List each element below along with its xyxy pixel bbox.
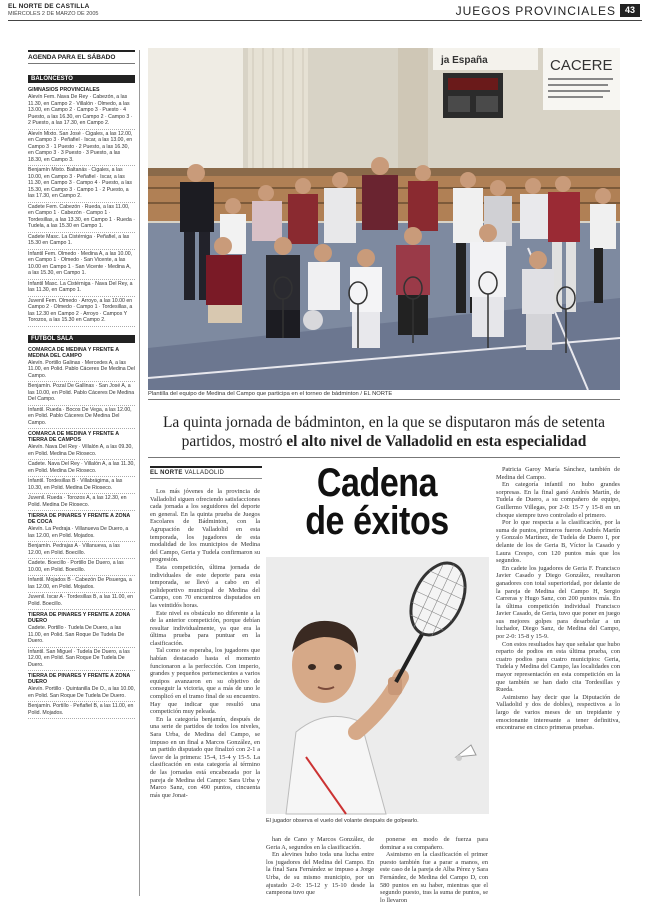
agenda-entry: Benjamín. Pedrajas A · Villanueva, a las 12.00, en Polid. Boecillo. (28, 542, 135, 559)
masthead (8, 3, 642, 21)
article-paragraph: Patricia Garoy María Sánchez, también de Medina del Campo. (496, 466, 620, 481)
article-paragraph: En categoría infantil no hubo grandes sorpresas. En la final ganó Andrés Martín, de Tudela de Duero, a su compañero de equipo, Guillermo Villegas, por 2-0: 15-7 y 15-8 en un choque siempre tuvo controlado el primero. (496, 481, 620, 519)
banner-right-text: CACERE (550, 57, 613, 74)
player-photo-illustration (266, 557, 489, 814)
banner-left-text: ja España (441, 55, 488, 66)
article-column-2 (266, 836, 374, 896)
group-heading: TIERRA DE PINARES Y FRENTE A ZONA DUERO (28, 673, 131, 685)
agenda-entry: Cadete. Nava Del Rey · Villalón A, a las 11.30, en Polid. Medina De Rioseco. (28, 460, 135, 477)
group-heading: TIERRA DE PINARES Y FRENTE A ZONA DUERO (28, 612, 131, 624)
team-photo-caption (148, 391, 620, 400)
byline-city: VALLADOLID (184, 470, 225, 476)
agenda-entry: Alevín. Nava Del Rey · Villalón A, a las 09.30, en Polid. Medina De Rioseco. (28, 443, 135, 460)
agenda-entry: Cadete Fem. Cabezón · Rueda, a las 11.00, en Campo 1 · Cabezón · Campo 1 · Tordesillas, a las 13.30, en Campo 1 · Rueda · Tudela, a las 15.30 en Campo 1. (28, 203, 135, 233)
agenda-entry: Alevín. La Pedraja · Villanueva De Duero, a las 12.00, en Polid. Mojados. (28, 525, 135, 542)
article-column-4 (496, 466, 620, 896)
agenda-entry: Benjamín. Portillo · Peñafiel B, a las 11.00, en Polid. Mojados. (28, 702, 135, 719)
newspaper-name: EL NORTE DE CASTILLA (8, 3, 90, 10)
agenda-entry: Infantil Masc. La Cistérniga · Nava Del Rey, a las 11.30, en Campo 1. (28, 280, 135, 297)
player-photo (266, 557, 489, 814)
article-paragraph: Por lo que respecta a la clasificación, por la suma de puntos, primeros fueron Andrés Martín y Gonzalo Martínez, de Tudela de Duero I, por delante de los de Geria B, Víctor la Casado y Laura Crespo, con 120 puntos más que los segundos. (496, 519, 620, 565)
divider (148, 457, 620, 458)
article-column-3 (380, 836, 488, 904)
section-title: JUEGOS PROVINCIALES (455, 4, 616, 18)
sport-heading: BALONCESTO (28, 75, 135, 83)
article-paragraph: Este nivel es obstáculo no diferente a la de la anterior competición, porque debían resultar individualmente, ya que era la última prueba para puntuar en la clasificación. (150, 609, 260, 647)
article-paragraph: han de Cano y Marcos González, de Geria A, segundos en la clasificación. (266, 836, 374, 851)
agenda-entry: Cadete. Boecillo · Portillo De Duero, a las 10.00, en Polid. Boecillo. (28, 559, 135, 576)
article-paragraph: Tal como se esperaba, los jugadores que habían destacado hasta el momento funcionaron a la perfección. Con imperio, grandes y pequeños pertenecientes a varios equipos avanzaron en su objetivo de conseguir la victoria, que a más de uno le complicó en el tramo final de su encuentro. Hay que indicar que resultó una competición muy peleada. (150, 647, 260, 716)
agenda-entry: Alevín Fem. Nava De Rey · Cabezón, a las 11.30, en Campo 2 · Villalón · Olmedo, a las 13.00, en Campo 2 · Campo 3 · Puesto · 4 Puesto, a las 16.30, en Campo 2 · Campo 3 · 2 Puesto, a las 17.30, en Campo 2. (28, 93, 135, 130)
group-heading: COMARCA DE MEDINA Y FRENTE A MEDINA DEL CAMPO (28, 346, 119, 359)
deck-text: La quinta jornada de bádminton, en la que se disputaron más de setenta partidos, mostró (162, 414, 606, 450)
byline (150, 466, 262, 479)
article-paragraph: Con estos resultados hay que señalar que hubo reparto de podios en esta última prueba, con cuatro podios para cuatro municipios: Geria, Tudela y Medina del Campo, las localidades con mayor representación en esta competición en la que también se han dado cita Tordesillas y Rueda. (496, 640, 620, 694)
agenda-entry: Alevín Mixto. San José · Cigales, a las 12.00, en Campo 3 · Peñafiel · Iscar, a las 13.00, en Campo 3 · 1 Puesto · 2 Puesto, a las 16.30, en Campo 3 · 3 Puesto · 3 Puesto, a las 18.30, en Campo 3. (28, 130, 135, 167)
group-heading: TIERRA DE PINARES Y FRENTE A ZONA DE COCA (28, 513, 131, 525)
article-column-1 (150, 488, 260, 896)
page-number: 43 (620, 4, 640, 17)
team-photo-illustration (148, 48, 620, 390)
agenda-entry: Infantil. San Miguel · Tudela De Duero, a las 12.00, en Polid. San Roque De Tudela De Duero. (28, 648, 135, 672)
article-paragraph: En la categoría benjamín, después de una serie de partidos de todos los niveles, Sara Urba, de Medina del Campo, se impuso en un final a Marcos González, en un partido disputado que finalizó con 2-1 a favor de la primera: 15-4, 15-4 y 15-5. La clasificación en esta categoría al término de las jornadas está encabezada por la pareja de Medina del Campo: Sara Urba y Marco Sanz, con 490 puntos, cincuenta más que Jonat- (150, 715, 260, 799)
article-paragraph: Los más jóvenes de la provincia de Valladolid siguen ofreciendo satisfacciones cada jornada a los seguidores del deporte en general. En la quinta prueba de Juegos Escolares de Bádminton, con la Agrupación de Valladolid en esta temporada, los jugadores de esta modalidad de los municipios de Medina del Campo, Geria y Tudela confirmaron su progresión. (150, 488, 260, 564)
agenda-sidebar (28, 50, 140, 896)
agenda-entry: Benjamín. Pozal De Gallinas · San José A, a las 10.00, en Polid. Pablo Cáceres De Medina Del Campo. (28, 382, 135, 406)
article-paragraph: En cadete los jugadores de Geria F. Francisco Javier Casado y Diego González, resultaron ganadores con total superioridad, por delante de la pareja de Medina del Campo H, Sergio Carreras y Hugo Sanz, con 200 puntos más. En la última competición individual Francisco Javier Casado, de Geria, tuvo que poner en juego sus mejores golpes para desarbolar a un luchador, Diego Sanz, de Medina del Campo, por 2-0: 15-8 y 15-9. (496, 564, 620, 641)
agenda-entry: Infantil. Rueda · Bocos De Vega, a las 12.00, en Polid. Pablo Cáceres De Medina Del Campo. (28, 406, 135, 430)
team-photo (148, 48, 620, 390)
article-deck (148, 413, 620, 451)
article-paragraph: Asimismo en la clasificación el primer puesto también fue a parar a manos, en este caso de la pareja de Alba Pérez y Sara Fernández, de Medina del Campo D, con 580 puntos en su haber, mientras que el segundo puesto, tras la suma de puntos, se lo llevaron (380, 851, 488, 904)
title-line-2: de éxitos (305, 499, 449, 543)
agenda-entry: Cadete Masc. La Cistérniga · Peñafiel, a las 15.30 en Campo 1. (28, 233, 135, 250)
agenda-entry: Cadete. Portillo · Tudela De Duero, a las 11.00, en Polid. San Roque De Tudela De Duero. (28, 624, 135, 648)
agenda-entry: Infantil Fem. Olmedo · Medina A, a las 10.00, en Campo 1 · Olmedo · San Vicente, a las 10.00 en Campo 1 · San Vicente · Medina A, a las 15.30, en Campo 1. (28, 250, 135, 280)
agenda-entry: Infantil. Tordesillas B · Villabrágima, a las 10.30, en Polid. Medina De Rioseco. (28, 477, 135, 494)
sport-heading: FÚTBOL SALA (28, 335, 135, 343)
agenda-entry: Juvenil. Rueda · Torozos A, a las 12.30, en Polid. Medina De Rioseco. (28, 494, 135, 511)
agenda-entry: Juvenil Fem. Olmedo · Arroyo, a las 10.00 en Campo 2 · Olmedo · Campo 1 · Tordesillas, a las 12.30 en Campo 2 · Arroyo · Campos Y Torozos, a las 15.30 en Campo 2. (28, 297, 135, 327)
group-heading: GIMNASIOS PROVINCIALES (28, 87, 100, 93)
agenda-title: AGENDA PARA EL SÁBADO (28, 50, 135, 64)
byline-org: EL NORTE (150, 470, 183, 476)
article-paragraph: En alevines hubo toda una lucha entre los jugadores del Medina del Campo. En la final Sara Fernández se impuso a Jorge Urba, de su mismo municipio, por un ajustado 2-0: 15-12 y 15-10 desde la campeona tuvo que (266, 851, 374, 897)
agenda-entry: Alevín. Portillo Galinas · Mercedes A, a las 11.00, en Polid. Pablo Cáceres De Medina Del Campo. (28, 359, 135, 383)
agenda-entry: Benjamín Mixto. Baltanás · Cigales, a las 10.00, en Campo 3 · Peñafiel · Iscar, a las 11.30, en Campo 3 · Campo 4 · Puesto, a las 15.30, en Campo 3 · Campo 1 · 2 Puesto, a las 17.30, en Campo 2. (28, 166, 135, 203)
article-title (284, 461, 469, 543)
player-photo-caption: El jugador observa el vuelo del volante después de golpearlo. (266, 818, 419, 824)
team-photo-credit: / EL NORTE (360, 391, 393, 397)
agenda-entry: Juvenil. Iscar A · Tordesillas B, a las 11.00, en Polid. Boecillo. (28, 593, 135, 610)
team-photo-caption-text: Plantilla del equipo de Medina del Campo que participa en el torneo de bádminton (148, 391, 359, 397)
article-paragraph: ponerse en modo de fuerza para dominar a su compañero. (380, 836, 488, 851)
issue-date: MIÉRCOLES 2 DE MARZO DE 2005 (8, 11, 99, 17)
group-heading: COMARCA DE MEDINA Y FRENTE A TIERRA DE CAMPOS (28, 431, 119, 443)
article-paragraph: Asimismo hay decir que la Diputación de Valladolid y dos de dobles), respectivos a lo largo de varios meses de un trepidante y emocionante interesante a tener definitiva, encontrarse en cinco primeras pruebas. (496, 693, 620, 732)
article-paragraph: Esta competición, última jornada de individuales de este deporte para esta temporada, se llevó a cabo en el polideportivo municipal de Medina del Campo, con 70 encuentros disputados en las veintidós horas. (150, 563, 260, 609)
agenda-entry: Alevín. Portillo · Quintanilla De O., a las 10.00, en Polid. San Roque De Tudela De Duero. (28, 685, 135, 702)
deck-bold-text: el alto nivel de Valladolid en esta especialidad (286, 433, 587, 450)
agenda-entry: Infantil. Mojados B · Cabezón De Pisuerga, a las 12.00, en Polid. Mojados. (28, 576, 135, 593)
title-line-1: Cadena (316, 461, 438, 505)
